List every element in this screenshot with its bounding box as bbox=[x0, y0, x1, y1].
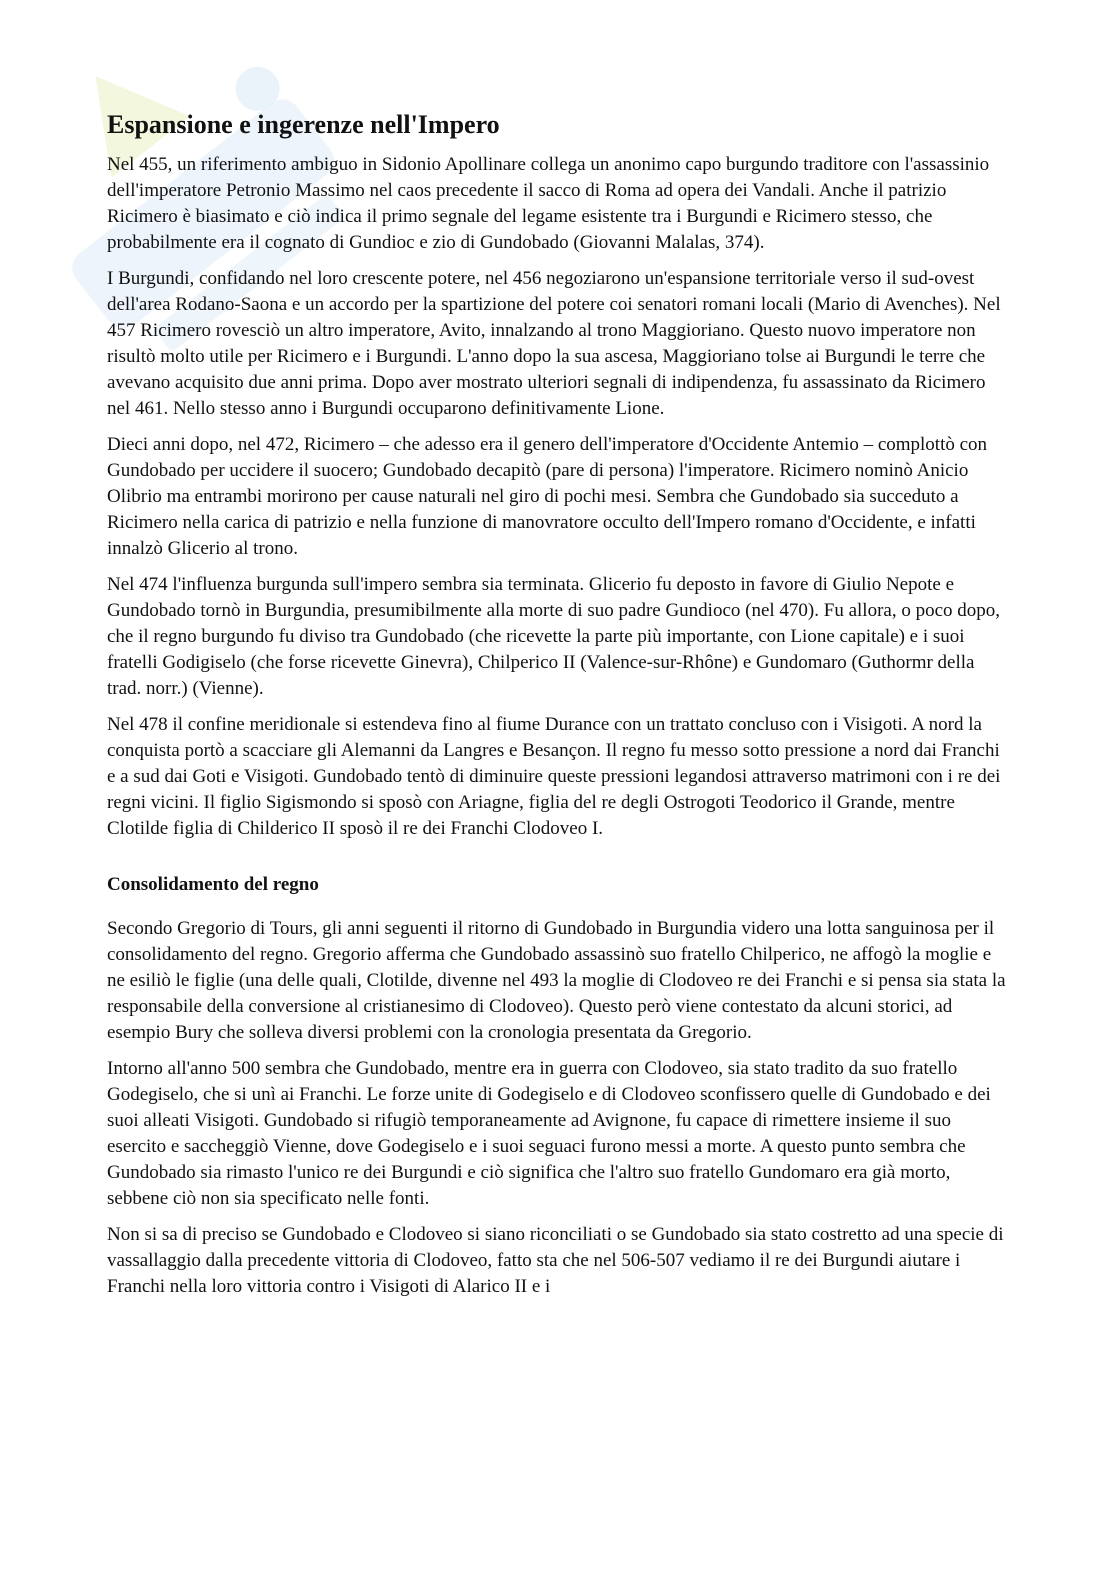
document-page bbox=[107, 108, 1007, 1310]
paragraph-7: Intorno all'anno 500 sembra che Gundobado, mentre era in guerra con Clodoveo, sia stato tradito da suo fratello Godegiselo, che si unì ai Franchi. Le forze unite di Godegiselo e di Clodoveo sconfissero quelle di Gundobado e dei suoi alleati Visigoti. Gundobado si rifugiò temporaneamente ad Avignone, fu capace di rimettere insieme il suo esercito e saccheggiò Vienne, dove Godegiselo e i suoi seguaci furono messi a morte. A questo punto sembra che Gundobado sia rimasto l'unico re dei Burgundi e ciò significa che l'altro suo fratello Gundomaro era già morto, sebbene ciò non sia specificato nelle fonti. bbox=[107, 1058, 991, 1209]
paragraph-4: Nel 474 l'influenza burgunda sull'impero sembra sia terminata. Glicerio fu deposto in favore di Giulio Nepote e Gundobado tornò in Burgundia, presumibilmente alla morte di suo padre Gundioco (nel 470). Fu allora, o poco dopo, che il regno burgundo fu diviso tra Gundobado (che ricevette la parte più importante, con Lione capitale) e i suoi fratelli Godigiselo (che forse ricevette Ginevra), Chilperico II (Valence-sur-Rhône) e Gundomaro (Guthormr della trad. norr.) (Vienne). bbox=[107, 574, 1001, 699]
section-heading-consolidamento: Consolidamento del regno bbox=[107, 874, 319, 895]
document-title: Espansione e ingerenze nell'Impero bbox=[107, 110, 500, 139]
paragraph-2: I Burgundi, confidando nel loro crescente potere, nel 456 negoziarono un'espansione territoriale verso il sud-ovest dell'area Rodano-Saona e un accordo per la spartizione del potere coi senatori romani locali (Mario di Avenches). Nel 457 Ricimero rovesciò un altro imperatore, Avito, innalzando al trono Maggioriano. Questo nuovo imperatore non risultò molto utile per Ricimero e i Burgundi. L'anno dopo la sua ascesa, Maggioriano tolse ai Burgundi le terre che avevano acquisito due anni prima. Dopo aver mostrato ulteriori segnali di indipendenza, fu assassinato da Ricimero nel 461. Nello stesso anno i Burgundi occuparono definitivamente Lione. bbox=[107, 268, 1001, 419]
paragraph-5: Nel 478 il confine meridionale si estendeva fino al fiume Durance con un trattato concluso con i Visigoti. A nord la conquista portò a scacciare gli Alemanni da Langres e Besançon. Il regno fu messo sotto pressione a nord dai Franchi e a sud dai Goti e Visigoti. Gundobado tentò di diminuire queste pressioni legandosi attraverso matrimoni con i re dei regni vicini. Il figlio Sigismondo si sposò con Ariagne, figlia del re degli Ostrogoti Teodorico il Grande, mentre Clotilde figlia di Childerico II sposò il re dei Franchi Clodoveo I. bbox=[107, 714, 1001, 839]
paragraph-3: Dieci anni dopo, nel 472, Ricimero – che adesso era il genero dell'imperatore d'Occidente Antemio – complottò con Gundobado per uccidere il suocero; Gundobado decapitò (pare di persona) l'imperatore. Ricimero nominò Anicio Olibrio ma entrambi morirono per cause naturali nel giro di pochi mesi. Sembra che Gundobado sia succeduto a Ricimero nella carica di patrizio e nella funzione di manovratore occulto dell'Impero romano d'Occidente, e infatti innalzò Glicerio al trono. bbox=[107, 434, 988, 559]
paragraph-8: Non si sa di preciso se Gundobado e Clodoveo si siano riconciliati o se Gundobado sia stato costretto ad una specie di vassallaggio dalla precedente vittoria di Clodoveo, fatto sta che nel 506-507 vediamo il re dei Burgundi aiutare i Franchi nella loro vittoria contro i Visigoti di Alarico II e i bbox=[107, 1224, 1004, 1297]
paragraph-6: Secondo Gregorio di Tours, gli anni seguenti il ritorno di Gundobado in Burgundia videro una lotta sanguinosa per il consolidamento del regno. Gregorio afferma che Gundobado assassinò suo fratello Chilperico, ne affogò la moglie e ne esiliò le figlie (una delle quali, Clotilde, divenne nel 493 la moglie di Clodoveo re dei Franchi e si pensa sia stata la responsabile della conversione al cristianesimo di Clodoveo). Questo però viene contestato da alcuni storici, ad esempio Bury che solleva diversi problemi con la cronologia presentata da Gregorio. bbox=[107, 918, 1006, 1043]
paragraph-1: Nel 455, un riferimento ambiguo in Sidonio Apollinare collega un anonimo capo burgundo traditore con l'assassinio dell'imperatore Petronio Massimo nel caos precedente il sacco di Roma ad opera dei Vandali. Anche il patrizio Ricimero è biasimato e ciò indica il primo segnale del legame esistente tra i Burgundi e Ricimero stesso, che probabilmente era il cognato di Gundioc e zio di Gundobado (Giovanni Malalas, 374). bbox=[107, 154, 990, 253]
